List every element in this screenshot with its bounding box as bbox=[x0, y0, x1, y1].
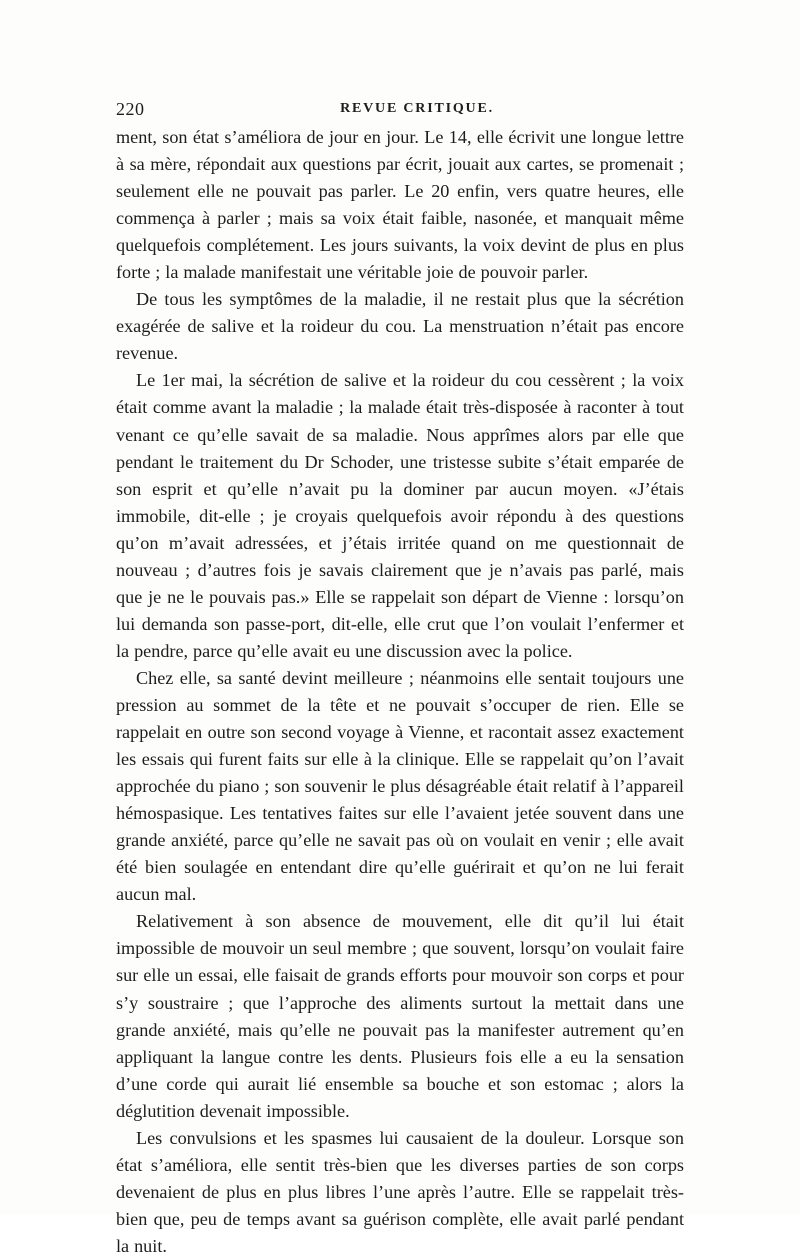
paragraph: Relativement à son absence de mouvement, elle dit qu’il lui était impossible de mouvoir un seul membre ; que souvent, lorsqu’on voulait faire sur elle un essai, elle faisait de grands efforts pour mouvoir son corps et pour s’y soustraire ; que l’approche des aliments surtout la mettait dans une grande anxiété, mais qu’elle ne pouvait pas la manifester autrement qu’en appliquant la langue contre les dents. Plusieurs fois elle a eu la sensation d’une corde qui aurait lié ensemble sa bouche et son estomac ; alors la déglutition devenait impossible. bbox=[116, 911, 684, 1121]
page-number: 220 bbox=[116, 99, 145, 119]
running-title: REVUE CRITIQUE. bbox=[340, 101, 494, 116]
paragraph: Chez elle, sa santé devint meilleure ; néanmoins elle sentait toujours une pression au sommet de la tête et ne pouvait s’occuper de rien. Elle se rappelait en outre son second voyage à Vienne, et racontait assez exactement les essais qui furent faits sur elle à la clinique. Elle se rappelait qu’on l’avait approchée du piano ; son souvenir le plus désagréable était relatif à l’appareil hémospasique. Les tentatives faites sur elle l’avaient jetée souvent dans une grande anxiété, parce qu’elle ne savait pas où on voulait en venir ; elle avait été bien soulagée en entendant dire qu’elle guérirait et qu’on ne lui ferait aucun mal. bbox=[116, 667, 684, 905]
paragraph: Le 1er mai, la sécrétion de salive et la roideur du cou cessèrent ; la voix était comme avant la maladie ; la malade était très-disposée à raconter à tout venant ce qu’elle savait de sa maladie. Nous apprîmes alors par elle que pendant le traitement du Dr Schoder, une tristesse subite s’était emparée de son esprit et qu’elle n’avait pu la dominer par aucun moyen. «J’étais immobile, dit-elle ; je croyais quelquefois avoir répondu à des questions qu’on m’avait adressées, et j’étais irritée quand on me questionnait de nouveau ; d’autres fois je savais clairement que je n’avais pas parlé, mais que je ne le pouvais pas.» Elle se rappelait son départ de Vienne : lorsqu’on lui demanda son passe-port, dit-elle, elle crut que l’on voulait l’enfermer et la pendre, parce qu’elle avait eu une discussion avec la police. bbox=[116, 370, 684, 661]
page-header bbox=[116, 98, 684, 120]
paragraph: De tous les symptômes de la maladie, il ne restait plus que la sécrétion exagérée de salive et la roideur du cou. La menstruation n’était pas encore revenue. bbox=[116, 289, 684, 364]
body-text bbox=[116, 124, 684, 1260]
paragraph: ment, son état s’améliora de jour en jour. Le 14, elle écrivit une longue lettre à sa mère, répondait aux questions par écrit, jouait aux cartes, se promenait ; seulement elle ne pouvait pas parler. Le 20 enfin, vers quatre heures, elle commença à parler ; mais sa voix était faible, nasonée, et manquait même quelquefois complétement. Les jours suivants, la voix devint de plus en plus forte ; la malade manifestait une véritable joie de pouvoir parler. bbox=[116, 127, 684, 283]
paragraph: Les convulsions et les spasmes lui causaient de la douleur. Lorsque son état s’améliora, elle sentit très-bien que les diverses parties de son corps devenaient de plus en plus libres l’une après l’autre. Elle se rappelait très-bien que, peu de temps avant sa guérison complète, elle avait parlé pendant la nuit. bbox=[116, 1127, 684, 1256]
